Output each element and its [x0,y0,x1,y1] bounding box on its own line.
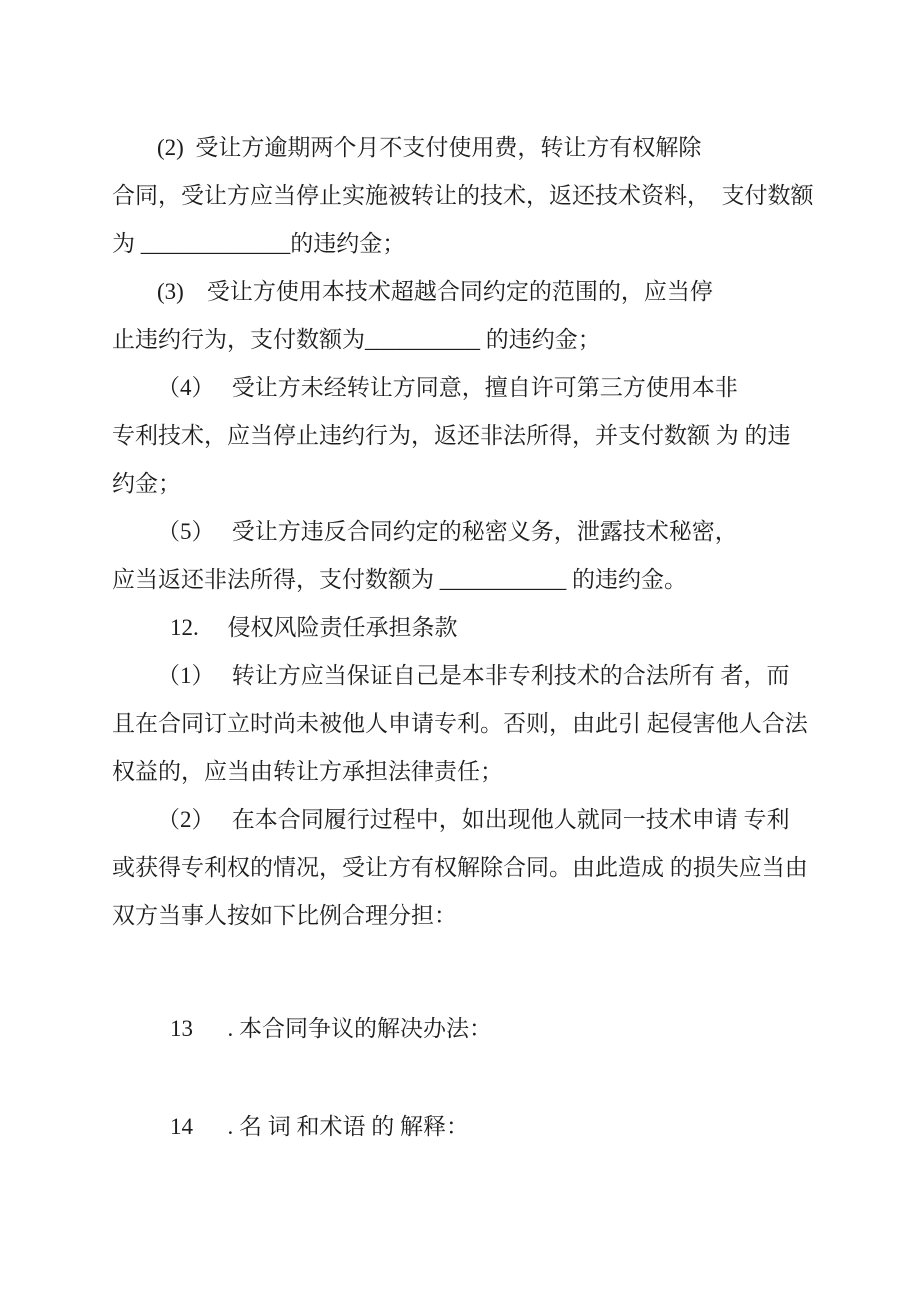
text-line-clause-3-start: (3) 受让方使用本技术超越合同约定的范围的，应当停 [157,279,713,304]
text-line-12-2-start: （2） 在本合同履行过程中，如出现他人就同一技术申请 专利 [157,807,790,832]
text-line-12-1-cont: 且在合同订立时尚未被他人申请专利。否则，由此引 起侵害他人合法 [112,711,808,736]
text-line-clause-4-end: 约金； [112,471,181,496]
text-line-clause-4-cont: 专利技术，应当停止违约行为，返还非法所得，并支付数额 为 的违 [112,423,791,448]
text-line-12-1-end: 权益的，应当由转让方承担法律责任； [112,759,503,784]
heading-section-14: 14 . 名 词 和术语 的 解释： [170,1114,469,1139]
heading-section-13: 13 . 本合同争议的解决办法： [170,1016,492,1041]
text-line-clause-5-blank: 应当返还非法所得，支付数额为 ___________ 的违约金。 [112,567,687,592]
text-line-clause-5-start: （5） 受让方违反合同约定的秘密义务，泄露技术秘密， [157,519,738,544]
text-line-clause-2-cont: 合同，受让方应当停止实施被转让的技术，返还技术资料， 支付数额 [112,183,814,208]
text-line-clause-4-start: （4） 受让方未经转让方同意，擅自许可第三方使用本非 [157,375,738,400]
heading-section-12: 12. 侵权风险责任承担条款 [170,615,458,640]
text-line-12-1-start: （1） 转让方应当保证自己是本非专利技术的合法所有 者，而 [157,663,790,688]
contract-text-block [112,124,828,1151]
text-line-12-2-end: 双方当事人按如下比例合理分担： [112,903,457,928]
text-line-clause-3-blank: 止违约行为，支付数额为__________ 的违约金； [112,327,601,352]
text-line-12-2-cont: 或获得专利权的情况，受让方有权解除合同。由此造成 的损失应当由 [112,855,808,880]
text-line-clause-2-start: (2) 受让方逾期两个月不支付使用费，转让方有权解除 [157,135,702,160]
text-line-clause-2-blank: 为 _____________的违约金； [112,231,406,256]
